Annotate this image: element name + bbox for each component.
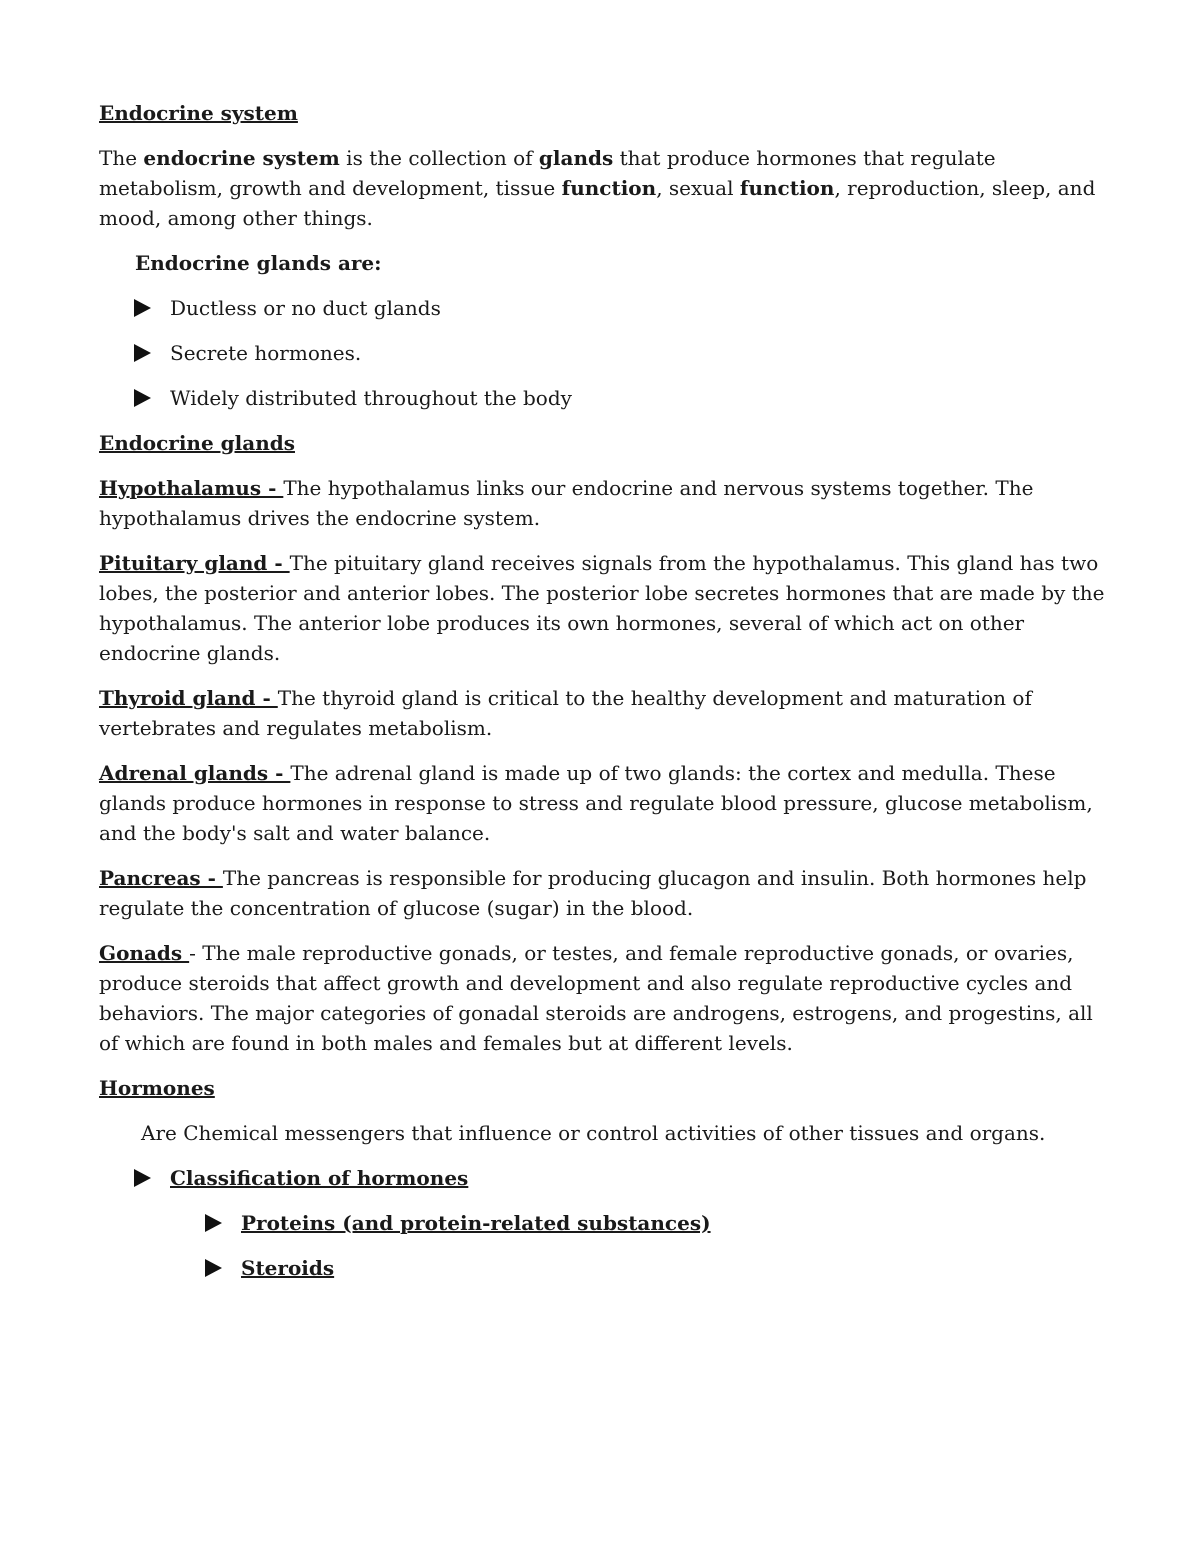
gland-description: The pituitary gland receives signals from the hypothalamus. This gland has two lobes, the posterior and anterior lobes. The posterior lobe secretes hormones that are made by the hypothalamus. The anterior lobe produces its own hormones, several of which act on other endocrine glands. <box>99 551 1105 665</box>
glands-are-label: Endocrine glands are: <box>135 251 382 275</box>
gland-entry-gonads <box>99 938 1109 1058</box>
triangle-bullet-icon <box>134 1169 151 1187</box>
list-item <box>205 1253 1109 1283</box>
triangle-bullet-icon <box>134 344 151 362</box>
intro-bold-2: glands <box>538 146 614 170</box>
triangle-bullet-icon <box>134 299 151 317</box>
gland-term: Gonads <box>99 941 190 965</box>
triangle-bullet-icon <box>205 1214 222 1232</box>
intro-paragraph <box>99 143 1109 233</box>
triangle-bullet-icon <box>205 1259 222 1277</box>
document-page <box>99 98 1109 1298</box>
gland-description: The hypothalamus links our endocrine and nervous systems together. The hypothalamus drives the endocrine system. <box>99 476 1034 530</box>
list-item <box>134 293 1109 323</box>
intro-text-1: The <box>99 146 144 170</box>
gland-description: The thyroid gland is critical to the healthy development and maturation of vertebrates and regulates metabolism. <box>99 686 1032 740</box>
intro-bold-3: function <box>561 176 657 200</box>
intro-text-3: that produce hormones that regulate metabolism, growth and development, tissue <box>99 146 996 200</box>
gland-entry-pancreas <box>99 863 1109 923</box>
list-item-text: Widely distributed throughout the body <box>170 386 572 410</box>
list-item-text: Ductless or no duct glands <box>170 296 441 320</box>
gland-entry-adrenal <box>99 758 1109 848</box>
intro-text-5: , reproduction, sleep, and mood, among other things. <box>99 176 1096 230</box>
intro-text-4: , sexual <box>656 176 740 200</box>
intro-bold-1: endocrine system <box>143 146 340 170</box>
gland-term: Hypothalamus - <box>99 476 284 500</box>
gland-description: - The male reproductive gonads, or testes, and female reproductive gonads, or ovaries, produce steroids that affect growth and development and also regulate reproductive cycles and behaviors. The major categories of gonadal steroids are androgens, estrogens, and progestins, all of which are found in both males and females but at different levels. <box>99 941 1093 1055</box>
intro-bold-4: function <box>739 176 835 200</box>
triangle-bullet-icon <box>134 389 151 407</box>
list-item <box>134 383 1109 413</box>
hormones-heading: Hormones <box>99 1076 215 1100</box>
gland-entry-thyroid <box>99 683 1109 743</box>
hormones-definition: Are Chemical messengers that influence or control activities of other tissues and organs. <box>141 1121 1046 1145</box>
hormone-type: Steroids <box>241 1256 335 1280</box>
list-item-text: Secrete hormones. <box>170 341 362 365</box>
intro-text-2: is the collection of <box>339 146 539 170</box>
hormone-type: Proteins (and protein-related substances) <box>241 1211 711 1235</box>
gland-term: Thyroid gland - <box>99 686 278 710</box>
page-title: Endocrine system <box>99 101 298 125</box>
list-item <box>205 1208 1109 1238</box>
list-item <box>134 1163 1109 1193</box>
gland-term: Pituitary gland - <box>99 551 290 575</box>
classification-label: Classification of hormones <box>170 1166 469 1190</box>
gland-term: Pancreas - <box>99 866 223 890</box>
list-item <box>134 338 1109 368</box>
gland-entry-hypothalamus <box>99 473 1109 533</box>
gland-description: The adrenal gland is made up of two glands: the cortex and medulla. These glands produce hormones in response to stress and regulate blood pressure, glucose metabolism, and the body's salt and water balance. <box>99 761 1093 845</box>
gland-entry-pituitary <box>99 548 1109 668</box>
gland-description: The pancreas is responsible for producing glucagon and insulin. Both hormones help regulate the concentration of glucose (sugar) in the blood. <box>99 866 1087 920</box>
glands-heading: Endocrine glands <box>99 431 295 455</box>
gland-term: Adrenal glands - <box>99 761 291 785</box>
